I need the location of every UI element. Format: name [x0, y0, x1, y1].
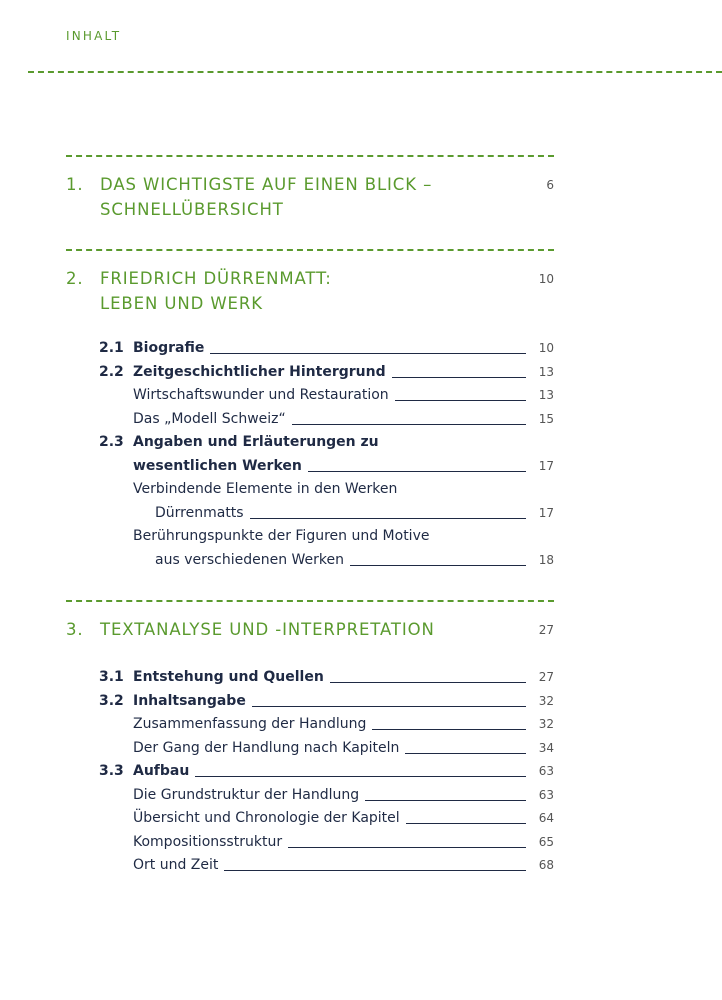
- dot-leader: [405, 753, 526, 754]
- dot-leader: [372, 729, 526, 730]
- section-number: 3.3: [99, 763, 124, 779]
- header-divider: [28, 71, 722, 73]
- entry-page-number: 17: [538, 505, 554, 520]
- entry-page-number: 63: [538, 787, 554, 802]
- chapter-divider: [66, 155, 554, 157]
- chapter-page-number: 6: [546, 178, 554, 192]
- toc-entry[interactable]: [66, 478, 554, 502]
- entry-label: Verbindende Elemente in den Werken: [133, 478, 403, 502]
- toc-entry[interactable]: [66, 784, 554, 808]
- chapter-title: [100, 266, 500, 316]
- section-list: [66, 337, 554, 572]
- toc-entry[interactable]: [66, 408, 554, 432]
- chapter-page-number: 10: [538, 272, 554, 286]
- dot-leader: [224, 870, 526, 871]
- entry-label: Ort und Zeit: [133, 854, 224, 878]
- entry-label: Biografie: [133, 337, 210, 361]
- dot-leader: [250, 518, 526, 519]
- entry-page-number: 27: [538, 670, 554, 684]
- chapter-heading[interactable]: [66, 617, 554, 642]
- entry-page-number: 32: [538, 693, 554, 708]
- chapter-section: [66, 155, 554, 222]
- entry-page-number: 34: [538, 740, 554, 755]
- entry-label: Die Grundstruktur der Handlung: [133, 784, 365, 808]
- entry-page-number: 10: [538, 341, 554, 355]
- dot-leader: [195, 776, 526, 777]
- chapter-number: 2.: [66, 269, 84, 288]
- toc-entry[interactable]: [66, 455, 554, 479]
- dot-leader: [252, 706, 526, 707]
- entry-label: Angaben und Erläuterungen zu: [133, 431, 385, 455]
- entry-page-number: 63: [538, 764, 554, 778]
- chapter-title-line: DAS WICHTIGSTE AUF EINEN BLICK –: [100, 175, 433, 194]
- dot-leader: [210, 353, 526, 354]
- toc-entry[interactable]: [66, 807, 554, 831]
- toc-entry[interactable]: [66, 831, 554, 855]
- dot-leader: [365, 800, 526, 801]
- chapter-heading[interactable]: [66, 266, 554, 316]
- entry-page-number: 17: [538, 458, 554, 473]
- toc-entry[interactable]: [66, 384, 554, 408]
- chapter-section: [66, 600, 554, 873]
- dot-leader: [292, 424, 526, 425]
- section-number: 3.1: [99, 669, 124, 685]
- dot-leader: [392, 377, 526, 378]
- toc-entry[interactable]: [66, 760, 554, 784]
- entry-label: Zeitgeschichtlicher Hintergrund: [133, 361, 392, 385]
- entry-page-number: 13: [538, 388, 554, 402]
- dot-leader: [406, 823, 526, 824]
- entry-page-number: 18: [538, 552, 554, 567]
- entry-label: Der Gang der Handlung nach Kapiteln: [133, 737, 405, 761]
- chapter-number: 3.: [66, 620, 84, 639]
- running-header: INHALT: [66, 29, 122, 43]
- entry-label: Dürrenmatts: [155, 502, 250, 526]
- toc-entry[interactable]: [66, 525, 554, 549]
- entry-label: Berührungspunkte der Figuren und Motive: [133, 525, 435, 549]
- chapter-divider: [66, 249, 554, 251]
- chapter-title: [100, 172, 500, 222]
- toc-entry[interactable]: [66, 854, 554, 878]
- toc-entry[interactable]: [66, 337, 554, 361]
- dot-leader: [288, 847, 526, 848]
- entry-label: Inhaltsangabe: [133, 690, 252, 714]
- chapter-page-number: 27: [538, 623, 554, 637]
- toc-entry[interactable]: [66, 690, 554, 714]
- section-number: 2.2: [99, 363, 124, 380]
- entry-label: aus verschiedenen Werken: [155, 549, 350, 573]
- entry-page-number: 68: [538, 858, 554, 872]
- entry-label: Wirtschaftswunder und Restauration: [133, 384, 395, 408]
- toc-entry[interactable]: [66, 431, 554, 455]
- chapter-title-line: SCHNELLÜBERSICHT: [100, 200, 284, 219]
- section-number: 3.2: [99, 692, 124, 709]
- entry-label: wesentlichen Werken: [133, 455, 308, 479]
- chapter-title-line: TEXTANALYSE UND -INTERPRETATION: [100, 620, 435, 639]
- entry-page-number: 13: [538, 364, 554, 379]
- dot-leader: [395, 400, 526, 401]
- entry-page-number: 65: [538, 834, 554, 849]
- entry-label: Das „Modell Schweiz“: [133, 408, 292, 432]
- chapter-number: 1.: [66, 175, 84, 194]
- chapter-divider: [66, 600, 554, 602]
- chapter-heading[interactable]: [66, 172, 554, 222]
- section-list: [66, 666, 554, 878]
- entry-label: Übersicht und Chronologie der Kapitel: [133, 807, 406, 831]
- entry-label: Aufbau: [133, 760, 195, 784]
- toc-entry[interactable]: [66, 502, 554, 526]
- dot-leader: [350, 565, 526, 566]
- entry-page-number: 32: [538, 717, 554, 731]
- dot-leader: [330, 682, 526, 683]
- toc-entry[interactable]: [66, 666, 554, 690]
- section-number: 2.3: [99, 434, 124, 450]
- section-number: 2.1: [99, 340, 124, 356]
- dot-leader: [308, 471, 526, 472]
- toc-entry[interactable]: [66, 549, 554, 573]
- entry-page-number: 64: [538, 811, 554, 825]
- chapter-title: [100, 617, 500, 642]
- entry-label: Entstehung und Quellen: [133, 666, 330, 690]
- chapter-title-line: LEBEN UND WERK: [100, 294, 263, 313]
- toc-entry[interactable]: [66, 737, 554, 761]
- entry-label: Kompositionsstruktur: [133, 831, 288, 855]
- toc-entry[interactable]: [66, 713, 554, 737]
- chapter-title-line: FRIEDRICH DÜRRENMATT:: [100, 269, 332, 288]
- toc-entry[interactable]: [66, 361, 554, 385]
- entry-page-number: 15: [538, 411, 554, 426]
- entry-label: Zusammenfassung der Handlung: [133, 713, 372, 737]
- chapter-section: [66, 249, 554, 568]
